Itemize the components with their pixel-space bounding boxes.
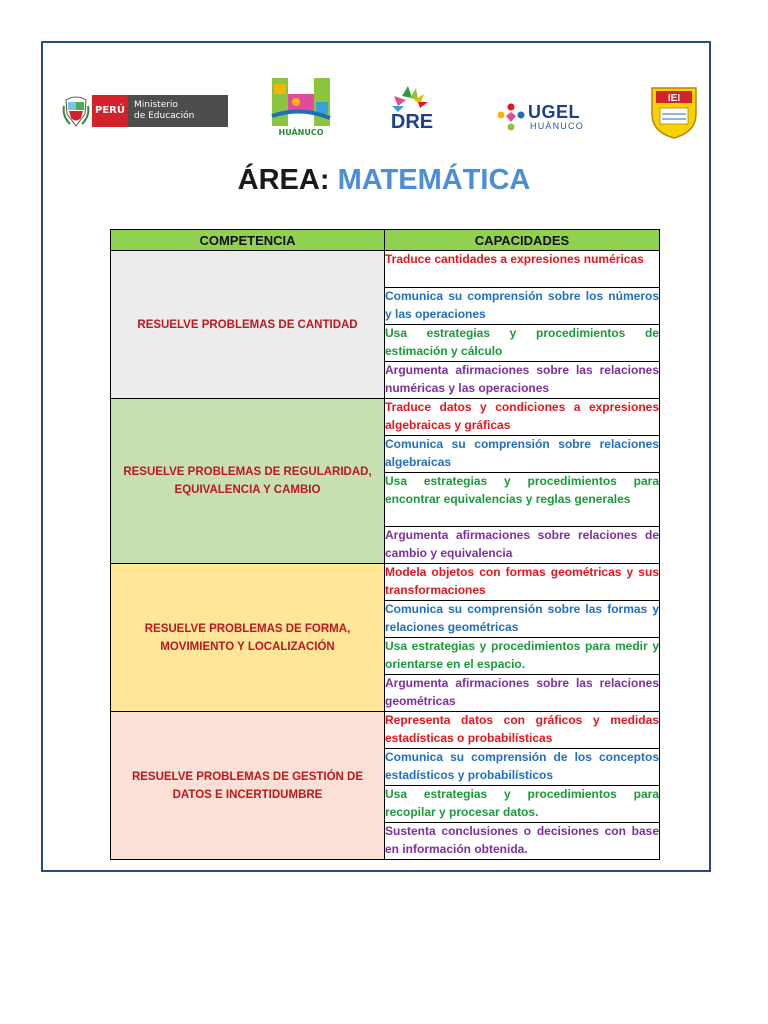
competencia-cell: RESUELVE PROBLEMAS DE GESTIÓN DE DATOS E INCERTIDUMBRE bbox=[111, 712, 385, 860]
capacidad-cell: Argumenta afirmaciones sobre las relaciones geométricas bbox=[385, 675, 660, 712]
capacidad-cell: Traduce cantidades a expresiones numéricas bbox=[385, 251, 660, 288]
huanuco-region-logo bbox=[266, 76, 336, 140]
capacidad-cell: Usa estrategias y procedimientos para encontrar equivalencias y reglas generales bbox=[385, 473, 660, 527]
capacidad-cell: Representa datos con gráficos y medidas estadísticas o probabilísticas bbox=[385, 712, 660, 749]
school-shield-icon bbox=[648, 84, 700, 140]
ugel-people-icon bbox=[496, 102, 526, 132]
table-row bbox=[111, 399, 660, 436]
competencias-table bbox=[110, 229, 660, 860]
capacidad-cell: Argumenta afirmaciones sobre las relaciones numéricas y las operaciones bbox=[385, 362, 660, 399]
peru-coat-of-arms-icon bbox=[62, 94, 90, 128]
competencia-cell: RESUELVE PROBLEMAS DE FORMA, MOVIMIENTO Y LOCALIZACIÓN bbox=[111, 564, 385, 712]
capacidad-cell: Usa estrategias y procedimientos para recopilar y procesar datos. bbox=[385, 786, 660, 823]
capacidad-cell: Comunica su comprensión sobre las formas y relaciones geométricas bbox=[385, 601, 660, 638]
huanuco-h-icon bbox=[266, 76, 336, 128]
peru-label: PERÚ bbox=[92, 95, 128, 127]
table-row bbox=[111, 251, 660, 288]
ministry-label: Ministerio de Educación bbox=[128, 95, 228, 127]
capacidad-cell: Modela objetos con formas geométricas y sus transformaciones bbox=[385, 564, 660, 601]
competencia-cell: RESUELVE PROBLEMAS DE REGULARIDAD, EQUIVALENCIA Y CAMBIO bbox=[111, 399, 385, 564]
title-prefix: ÁREA: bbox=[237, 164, 330, 196]
dre-emblem-icon bbox=[372, 84, 452, 134]
title-area: MATEMÁTICA bbox=[337, 164, 531, 196]
ministerio-educacion-logo bbox=[62, 94, 228, 128]
iei-school-logo bbox=[648, 84, 700, 140]
dre-label: DRE bbox=[390, 111, 434, 133]
table-row bbox=[111, 712, 660, 749]
capacidad-cell: Usa estrategias y procedimientos de estimación y cálculo bbox=[385, 325, 660, 362]
capacidad-cell: Comunica su comprensión sobre los números y las operaciones bbox=[385, 288, 660, 325]
huanuco-caption: HUÁNUCO bbox=[278, 128, 324, 137]
table-header-row bbox=[111, 230, 660, 251]
iei-label: IEI bbox=[667, 93, 681, 104]
capacidad-cell: Usa estrategias y procedimientos para medir y orientarse en el espacio. bbox=[385, 638, 660, 675]
capacidad-cell: Sustenta conclusiones o decisiones con base en información obtenida. bbox=[385, 823, 660, 860]
competencia-cell: RESUELVE PROBLEMAS DE CANTIDAD bbox=[111, 251, 385, 399]
ugel-sublabel: HUÁNUCO bbox=[530, 121, 584, 131]
ugel-huanuco-logo bbox=[496, 100, 600, 132]
dre-logo bbox=[372, 84, 452, 134]
header-capacidades: CAPACIDADES bbox=[385, 230, 660, 251]
capacidad-cell: Comunica su comprensión de los conceptos estadísticos y probabilísticos bbox=[385, 749, 660, 786]
table-row bbox=[111, 564, 660, 601]
ugel-label: UGEL bbox=[528, 102, 581, 122]
page-title bbox=[0, 164, 768, 197]
capacidad-cell: Comunica su comprensión sobre relaciones algebraicas bbox=[385, 436, 660, 473]
capacidad-cell: Traduce datos y condiciones a expresiones algebraicas y gráficas bbox=[385, 399, 660, 436]
capacidad-cell: Argumenta afirmaciones sobre relaciones de cambio y equivalencia bbox=[385, 527, 660, 564]
header-competencia: COMPETENCIA bbox=[111, 230, 385, 251]
